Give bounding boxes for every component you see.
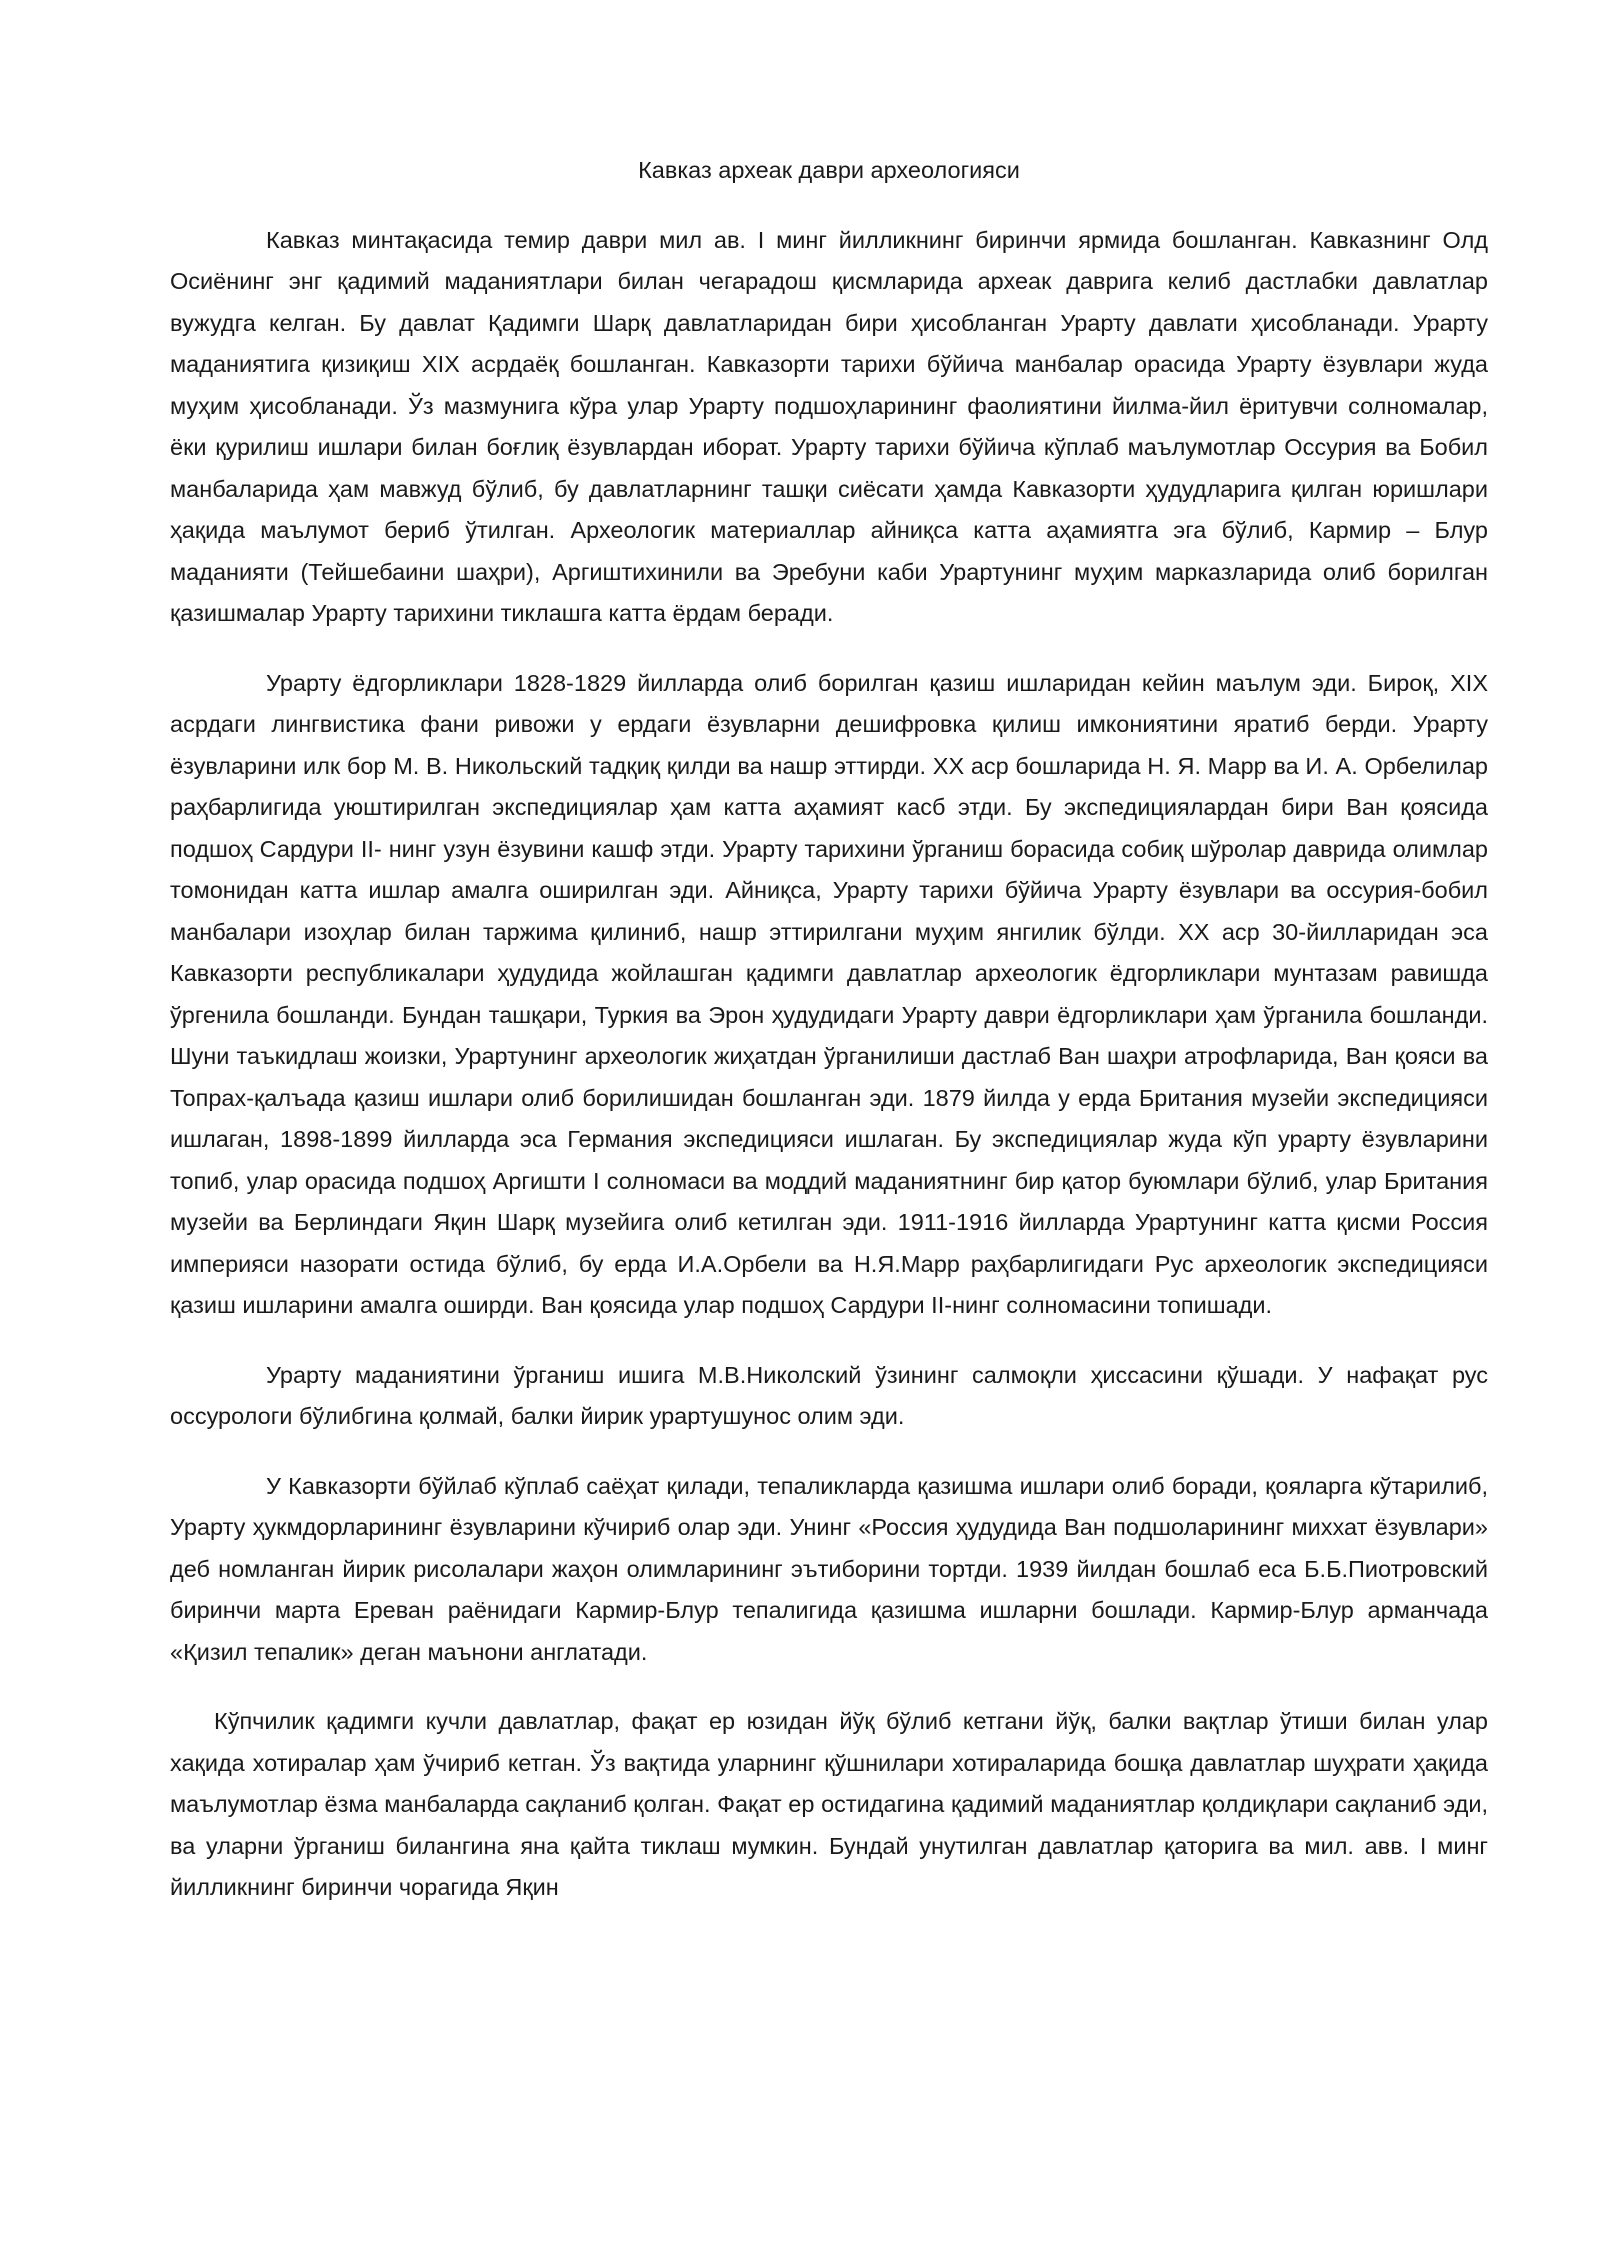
paragraph-2: Урарту ёдгорликлари 1828-1829 йилларда олиб борилган қазиш ишларидан кейин маълум эди. Бироқ, XIX асрдаги лингвистика фани ривожи у ердаги ёзувларни дешифровка қилиш имкониятини яратиб берди. Урарту ёзувларини илк бор М. В. Никольский тадқиқ қилди ва нашр эттирди. XX аср бошларида Н. Я. Марр ва И. А. Орбелилар раҳбарлигида уюштирилган экспедициялар ҳам катта аҳамият касб этди. Бу экспедициялардан бири Ван қоясида подшоҳ Сардури II- нинг узун ёзувини кашф этди. Урарту тарихини ўрганиш борасида собиқ шўролар даврида олимлар томонидан катта ишлар амалга оширилган эди. Айниқса, Урарту тарихи бўйича Урарту ёзувлари ва оссурия-бобил манбалари изоҳлар билан таржима қилиниб, нашр эттирилгани муҳим янгилик бўлди. XX аср 30-йилларидан эса Кавказорти республикалари ҳудудида жойлашган қадимги давлатлар археологик ёдгорликлари мунтазам равишда ўргенила бошланди. Бундан ташқари, Туркия ва Эрон ҳудудидаги Урарту даври ёдгорликлари ҳам ўрганила бошланди. Шуни таъкидлаш жоизки, Урартунинг археологик жиҳатдан ўрганилиши дастлаб Ван шаҳри атрофларида, Ван қояси ва Топрах-қалъада қазиш ишлари олиб борилишидан бошланган эди. 1879 йилда у ерда Британия музейи экспедицияси ишлаган, 1898-1899 йилларда эса Германия экспедицияси ишлаган. Бу экспедициялар жуда кўп урарту ёзувларини топиб, улар орасида подшоҳ Аргишти I солномаси ва моддий маданиятнинг бир қатор буюмлари бўлиб, улар Британия музейи ва Берлиндаги Яқин Шарқ музейига олиб кетилган эди. 1911-1916 йилларда Урартунинг катта қисми Россия империяси назорати остида бўлиб, бу ерда И.А.Орбели ва Н.Я.Марр раҳбарлигидаги Рус археологик экспедицияси қазиш ишларини амалга оширди. Ван қоясида улар подшоҳ Сардури II-нинг солномасини топишади. [170,669,1488,1318]
paragraph-1: Кавказ минтақасида темир даври мил ав. I минг йилликнинг биринчи ярмида бошланган. Кавказнинг Олд Осиёнинг энг қадимий маданиятлари билан чегарадош қисмларида археак даврига келиб дастлабки давлатлар вужудга келган. Бу давлат Қадимги Шарқ давлатларидан бири ҳисобланган Урарту давлати ҳисобланади. Урарту маданиятига қизиқиш XIX асрдаёқ бошланган. Кавказорти тарихи бўйича манбалар орасида Урарту ёзувлари жуда муҳим ҳисобланади. Ўз мазмунига кўра улар Урарту подшоҳларининг фаолиятини йилма-йил ёритувчи солномалар, ёки қурилиш ишлари билан боғлиқ ёзувлардан иборат. Урарту тарихи бўйича кўплаб маълумотлар Оссурия ва Бобил манбаларида ҳам мавжуд бўлиб, бу давлатларнинг ташқи сиёсати ҳамда Кавказорти ҳудудларига қилган юришлари ҳақида маълумот бериб ўтилган. Археологик материаллар айниқса катта аҳамиятга эга бўлиб, Кармир – Блур маданияти (Тейшебаини шаҳри), Аргиштихинили ва Эребуни каби Урартунинг муҳим марказларида олиб борилган қазишмалар Урарту тарихини тиклашга катта ёрдам беради. [170,226,1488,626]
paragraph-5: Кўпчилик қадимги кучли давлатлар, фақат ер юзидан йўқ бўлиб кетгани йўқ, балки вақтлар ўтиши билан улар хақида хотиралар ҳам ўчириб кетган. Ўз вақтида уларнинг қўшнилари хотираларида бошқа давлатлар шуҳрати ҳақида маълумотлар ёзма манбаларда сақланиб қолган. Фақат ер остидагина қадимий маданиятлар қолдиқлари сақланиб эди, ва уларни ўрганиш билангина яна қайта тиклаш мумкин. Бундай унутилган давлатлар қаторига ва мил. авв. I минг йилликнинг биринчи чорагида Яқин [170,1708,1488,1900]
paragraph-4: У Кавказорти бўйлаб кўплаб саёҳат қилади, тепаликларда қазишма ишлари олиб боради, қояларга кўтарилиб, Урарту ҳукмдорларининг ёзувларини кўчириб олар эди. Унинг «Россия ҳудудида Ван подшоларининг миххат ёзувлари» деб номланган йирик рисолалари жаҳон олимларининг эътиборини тортди. 1939 йилдан бошлаб еса Б.Б.Пиотровский биринчи марта Ереван раёнидаги Кармир-Блур тепалигида қазишма ишларни бошлади. Кармир-Блур арманчада «Қизил тепалик» деган маънони англатади. [170,1472,1488,1665]
document-title: Кавказ археак даври археологияси [638,157,1020,183]
document-page [170,150,1488,1937]
paragraph-3: Урарту маданиятини ўрганиш ишига М.В.Николский ўзининг салмоқли ҳиссасини қўшади. У нафақат рус оссурологи бўлибгина қолмай, балки йирик урартушунос олим эди. [170,1361,1488,1429]
